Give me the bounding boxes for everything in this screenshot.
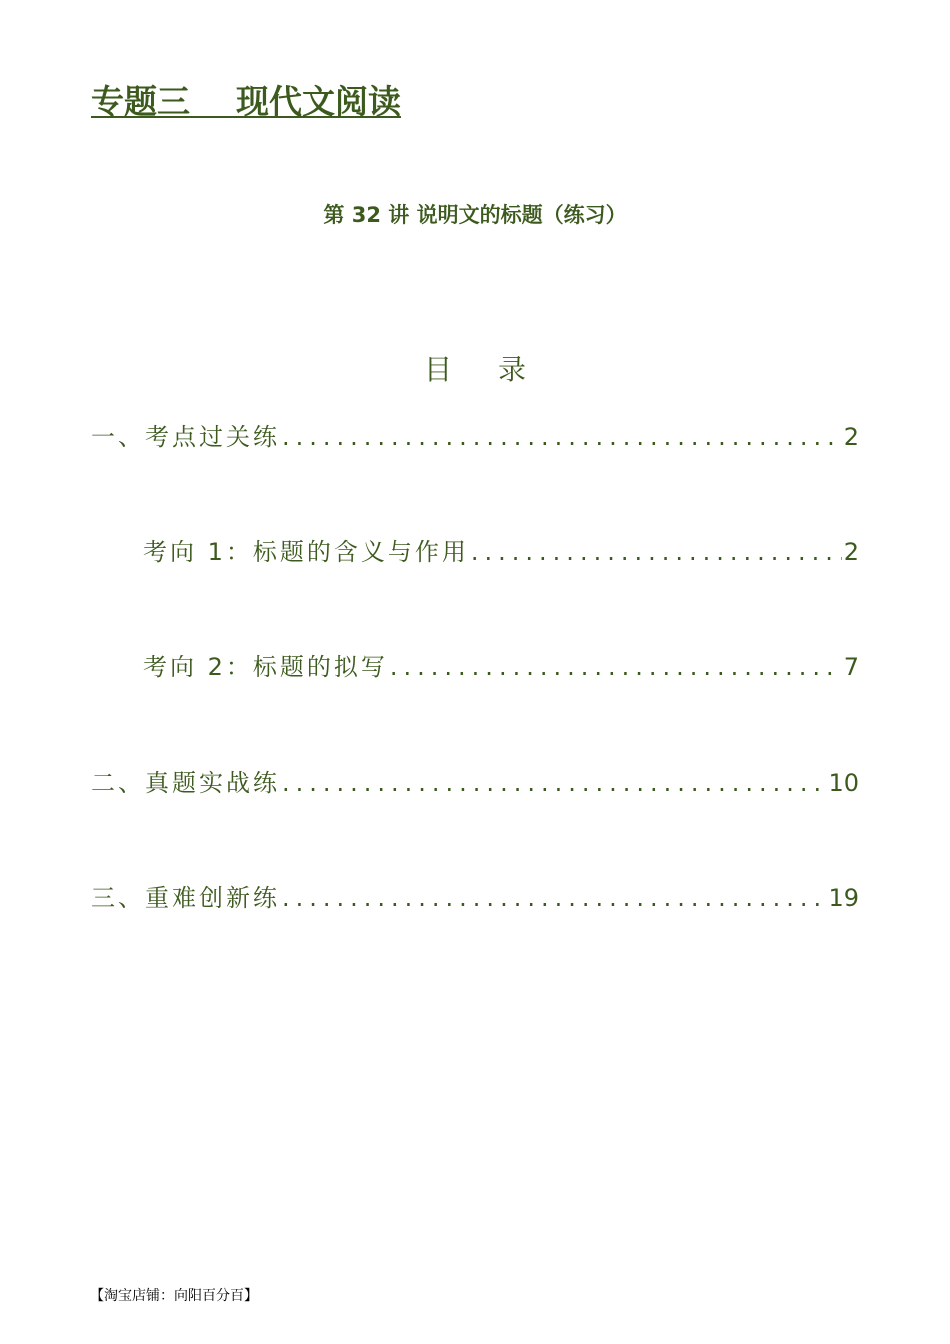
toc-entry-direction-2[interactable] xyxy=(143,650,859,684)
toc-dot-leader xyxy=(282,420,842,454)
toc-dot-leader xyxy=(282,766,826,800)
toc-entry-label: 一、考点过关练 xyxy=(91,423,280,451)
toc-entry-innovation[interactable] xyxy=(91,881,859,915)
toc-page-number: 10 xyxy=(828,769,859,797)
footer-shop-note: 【淘宝店铺：向阳百分百】 xyxy=(90,1288,258,1304)
topic-title: 专题三 现代文阅读 xyxy=(91,82,401,121)
toc-entry-label: 二、真题实战练 xyxy=(91,769,280,797)
toc-page-number: 7 xyxy=(843,653,859,681)
toc-page-number: 2 xyxy=(843,538,859,566)
toc-entry-label: 三、重难创新练 xyxy=(91,884,280,912)
toc-entry-label: 考向 1：标题的含义与作用 xyxy=(143,538,469,566)
toc-entry-direction-1[interactable] xyxy=(143,535,859,569)
toc-entry-real-exam[interactable] xyxy=(91,766,859,800)
toc-page-number: 19 xyxy=(828,884,859,912)
toc-entry-label: 考向 2：标题的拟写 xyxy=(143,653,388,681)
lecture-title: 第 32 讲 说明文的标题（练习） xyxy=(323,203,627,227)
toc-heading: 目录 xyxy=(423,353,572,386)
toc-dot-leader xyxy=(471,535,842,569)
toc-dot-leader xyxy=(390,650,842,684)
toc-entry-practice[interactable] xyxy=(91,420,859,454)
toc-page-number: 2 xyxy=(843,423,859,451)
toc-dot-leader xyxy=(282,881,826,915)
